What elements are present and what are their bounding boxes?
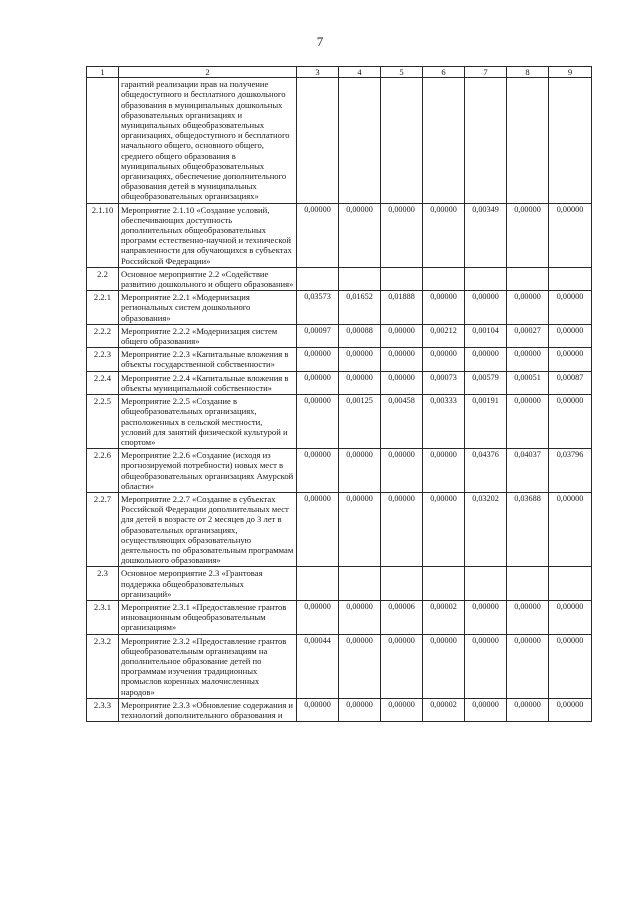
value-cell: 0,00000 <box>297 395 339 449</box>
table-row <box>87 492 592 566</box>
row-description: Мероприятие 2.2.4 «Капитальные вложения в объекты муниципальной собственности» <box>119 371 297 394</box>
value-cell: 0,03796 <box>549 449 592 493</box>
value-cell: 0,00002 <box>423 698 465 721</box>
column-header: 1 <box>87 67 119 78</box>
value-cell <box>507 567 549 601</box>
indicator-table <box>86 66 592 722</box>
value-cell: 0,00000 <box>297 449 339 493</box>
value-cell: 0,00000 <box>507 698 549 721</box>
value-cell: 0,00000 <box>339 600 381 634</box>
value-cell: 0,00087 <box>549 371 592 394</box>
value-cell: 0,00000 <box>549 600 592 634</box>
value-cell: 0,03202 <box>465 492 507 566</box>
value-cell <box>423 78 465 203</box>
value-cell: 0,00000 <box>507 203 549 267</box>
column-header: 2 <box>119 67 297 78</box>
value-cell <box>549 78 592 203</box>
value-cell <box>381 78 423 203</box>
value-cell <box>381 267 423 290</box>
row-code <box>87 78 119 203</box>
table-row <box>87 203 592 267</box>
value-cell: 0,00000 <box>381 203 423 267</box>
column-header: 8 <box>507 67 549 78</box>
row-description: Мероприятие 2.2.5 «Создание в общеобразовательных организациях, расположенных в сельской местности, условий для занятий физической культурой и спортом» <box>119 395 297 449</box>
value-cell <box>465 267 507 290</box>
value-cell: 0,00002 <box>423 600 465 634</box>
value-cell: 0,00000 <box>507 291 549 325</box>
row-code: 2.2.6 <box>87 449 119 493</box>
value-cell <box>297 78 339 203</box>
value-cell: 0,00000 <box>465 291 507 325</box>
value-cell: 0,00000 <box>297 371 339 394</box>
table-header-row <box>87 67 592 78</box>
value-cell: 0,00000 <box>423 348 465 371</box>
value-cell: 0,00000 <box>339 698 381 721</box>
value-cell: 0,00191 <box>465 395 507 449</box>
value-cell: 0,00000 <box>549 291 592 325</box>
row-code: 2.1.10 <box>87 203 119 267</box>
value-cell: 0,00000 <box>381 634 423 698</box>
row-code: 2.2.1 <box>87 291 119 325</box>
value-cell: 0,00000 <box>339 492 381 566</box>
row-description: Мероприятие 2.1.10 «Создание условий, обеспечивающих доступность дополнительных общеобразовательных программ естественно-научной и технической направленности для обучающихся в субъектах Российской Федерации» <box>119 203 297 267</box>
row-code: 2.2.2 <box>87 324 119 347</box>
value-cell <box>297 567 339 601</box>
value-cell: 0,00125 <box>339 395 381 449</box>
row-code: 2.2.3 <box>87 348 119 371</box>
row-description: Мероприятие 2.2.3 «Капитальные вложения в объекты государственной собственности» <box>119 348 297 371</box>
value-cell: 0,00000 <box>549 492 592 566</box>
value-cell: 0,00104 <box>465 324 507 347</box>
row-description: Мероприятие 2.2.2 «Модернизация систем общего образования» <box>119 324 297 347</box>
value-cell: 0,00097 <box>297 324 339 347</box>
value-cell: 0,00000 <box>549 324 592 347</box>
value-cell: 0,00000 <box>465 348 507 371</box>
value-cell: 0,00000 <box>381 348 423 371</box>
value-cell: 0,04376 <box>465 449 507 493</box>
value-cell: 0,00000 <box>507 634 549 698</box>
row-description: Мероприятие 2.2.6 «Создание (исходя из прогнозируемой потребности) новых мест в общеобразовательных организациях Амурской области» <box>119 449 297 493</box>
table-row <box>87 567 592 601</box>
value-cell <box>549 267 592 290</box>
row-description: Основное мероприятие 2.2 «Содействие развитию дошкольного и общего образования» <box>119 267 297 290</box>
column-header: 7 <box>465 67 507 78</box>
row-code: 2.3.2 <box>87 634 119 698</box>
value-cell: 0,00000 <box>297 348 339 371</box>
column-header: 9 <box>549 67 592 78</box>
value-cell: 0,00349 <box>465 203 507 267</box>
value-cell: 0,00000 <box>465 634 507 698</box>
value-cell <box>423 567 465 601</box>
table-row <box>87 698 592 721</box>
table-row <box>87 600 592 634</box>
value-cell: 0,00000 <box>381 324 423 347</box>
value-cell: 0,00000 <box>423 203 465 267</box>
value-cell: 0,00000 <box>297 203 339 267</box>
row-description: Мероприятие 2.3.2 «Предоставление грантов общеобразовательным организациям на дополнительное образование детей по программам изучения традиционных промыслов коренных малочисленных народов» <box>119 634 297 698</box>
value-cell: 0,00000 <box>381 698 423 721</box>
row-description: Мероприятие 2.3.1 «Предоставление грантов инновационным общеобразовательным организациям» <box>119 600 297 634</box>
value-cell: 0,00000 <box>381 371 423 394</box>
column-header: 4 <box>339 67 381 78</box>
value-cell <box>465 567 507 601</box>
value-cell: 0,00051 <box>507 371 549 394</box>
table-row <box>87 449 592 493</box>
row-description: Мероприятие 2.3.3 «Обновление содержания и технологий дополнительного образования и <box>119 698 297 721</box>
value-cell: 0,00006 <box>381 600 423 634</box>
value-cell <box>381 567 423 601</box>
row-code: 2.2 <box>87 267 119 290</box>
value-cell: 0,00000 <box>423 291 465 325</box>
value-cell <box>297 267 339 290</box>
value-cell: 0,00000 <box>339 449 381 493</box>
value-cell: 0,00000 <box>549 698 592 721</box>
value-cell: 0,00000 <box>381 492 423 566</box>
value-cell: 0,00579 <box>465 371 507 394</box>
value-cell: 0,03688 <box>507 492 549 566</box>
value-cell <box>339 78 381 203</box>
value-cell: 0,00000 <box>381 449 423 493</box>
column-header: 3 <box>297 67 339 78</box>
value-cell: 0,00212 <box>423 324 465 347</box>
row-code: 2.3 <box>87 567 119 601</box>
table-row <box>87 395 592 449</box>
value-cell: 0,00088 <box>339 324 381 347</box>
value-cell: 0,00044 <box>297 634 339 698</box>
value-cell: 0,00000 <box>549 203 592 267</box>
value-cell: 0,00000 <box>549 348 592 371</box>
value-cell: 0,01652 <box>339 291 381 325</box>
value-cell <box>549 567 592 601</box>
value-cell <box>507 78 549 203</box>
value-cell: 0,00000 <box>507 600 549 634</box>
table-row <box>87 78 592 203</box>
row-code: 2.3.3 <box>87 698 119 721</box>
value-cell: 0,00073 <box>423 371 465 394</box>
table-row <box>87 324 592 347</box>
value-cell: 0,00000 <box>297 600 339 634</box>
value-cell: 0,00000 <box>423 634 465 698</box>
value-cell: 0,00000 <box>549 395 592 449</box>
value-cell: 0,00000 <box>465 698 507 721</box>
value-cell: 0,00000 <box>339 371 381 394</box>
value-cell: 0,03573 <box>297 291 339 325</box>
value-cell <box>423 267 465 290</box>
value-cell: 0,00000 <box>507 395 549 449</box>
row-code: 2.3.1 <box>87 600 119 634</box>
value-cell: 0,00000 <box>297 698 339 721</box>
value-cell: 0,00000 <box>423 449 465 493</box>
table-row <box>87 267 592 290</box>
value-cell: 0,00000 <box>339 634 381 698</box>
row-description: гарантий реализации прав на получение общедоступного и бесплатного дошкольного образования в муниципальных дошкольных образовательных организациях и муниципальных общеобразовательных организациях, общедоступного и бесплатного начального общего, основного общего, среднего общего образования в муниципальных общеобразовательных организациях, обеспечение дополнительного образования детей в муниципальных общеобразовательных организациях» <box>119 78 297 203</box>
value-cell <box>507 267 549 290</box>
row-description: Мероприятие 2.2.1 «Модернизация региональных систем дошкольного образования» <box>119 291 297 325</box>
value-cell: 0,00000 <box>549 634 592 698</box>
value-cell: 0,04037 <box>507 449 549 493</box>
table-row <box>87 291 592 325</box>
value-cell: 0,00000 <box>423 492 465 566</box>
value-cell: 0,01888 <box>381 291 423 325</box>
value-cell: 0,00000 <box>339 348 381 371</box>
row-code: 2.2.7 <box>87 492 119 566</box>
value-cell: 0,00333 <box>423 395 465 449</box>
row-description: Основное мероприятие 2.3 «Грантовая поддержка общеобразовательных организаций» <box>119 567 297 601</box>
page-number: 7 <box>316 34 324 49</box>
table-row <box>87 634 592 698</box>
value-cell: 0,00000 <box>297 492 339 566</box>
column-header: 5 <box>381 67 423 78</box>
row-code: 2.2.4 <box>87 371 119 394</box>
row-description: Мероприятие 2.2.7 «Создание в субъектах Российской Федерации дополнительных мест для детей в возрасте от 2 месяцев до 3 лет в образовательных организациях, осуществляющих образовательную деятельность по образовательным программам дошкольного образования» <box>119 492 297 566</box>
value-cell <box>339 567 381 601</box>
value-cell: 0,00000 <box>339 203 381 267</box>
value-cell: 0,00027 <box>507 324 549 347</box>
column-header: 6 <box>423 67 465 78</box>
value-cell: 0,00000 <box>465 600 507 634</box>
table-row <box>87 371 592 394</box>
value-cell <box>465 78 507 203</box>
table-row <box>87 348 592 371</box>
value-cell <box>339 267 381 290</box>
value-cell: 0,00000 <box>507 348 549 371</box>
row-code: 2.2.5 <box>87 395 119 449</box>
value-cell: 0,00458 <box>381 395 423 449</box>
